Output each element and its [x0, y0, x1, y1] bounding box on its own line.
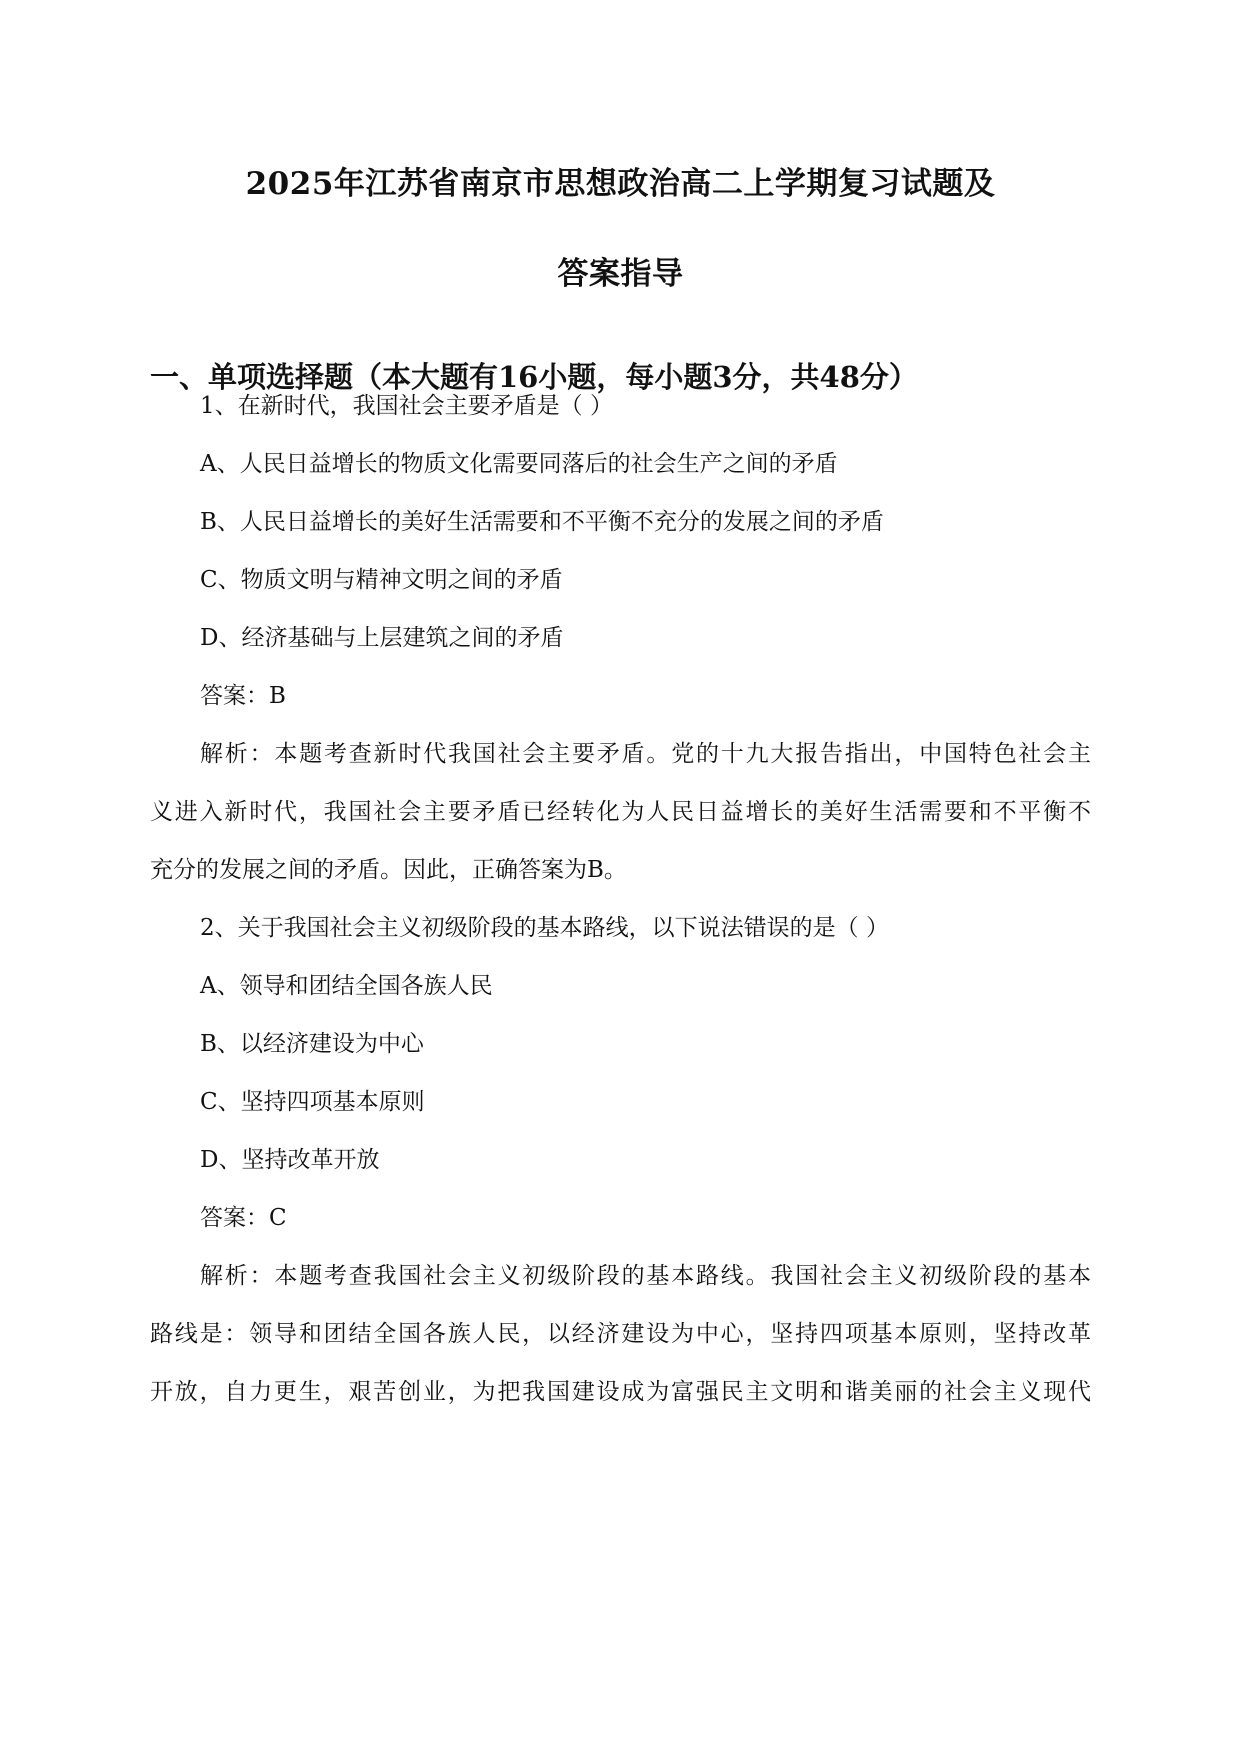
question-1-answer: 答案：B — [200, 683, 286, 709]
question-1-explanation-line-2: 义进入新时代，我国社会主要矛盾已经转化为人民日益增长的美好生活需要和不平衡不 — [150, 799, 1091, 825]
document-title-line-2: 答案指导 — [557, 256, 684, 292]
question-2-option-d: D、坚持改革开放 — [200, 1147, 380, 1173]
question-1-option-b: B、人民日益增长的美好生活需要和不平衡不充分的发展之间的矛盾 — [200, 509, 884, 535]
question-1-stem: 1、在新时代，我国社会主要矛盾是（ ） — [200, 393, 613, 419]
section-heading: 一、单项选择题（本大题有16小题，每小题3分，共48分） — [150, 360, 918, 394]
document-title-line-1: 2025年江苏省南京市思想政治高二上学期复习试题及 — [245, 166, 996, 202]
question-2-explanation-line-1: 解析：本题考查我国社会主义初级阶段的基本路线。我国社会主义初级阶段的基本 — [200, 1263, 1091, 1289]
question-1-option-d: D、经济基础与上层建筑之间的矛盾 — [200, 625, 564, 651]
question-2-explanation-line-3: 开放，自力更生，艰苦创业，为把我国建设成为富强民主文明和谐美丽的社会主义现代 — [150, 1379, 1091, 1405]
question-1-option-c: C、物质文明与精神文明之间的矛盾 — [200, 567, 563, 593]
question-2-option-a: A、领导和团结全国各族人民 — [200, 973, 493, 999]
question-2-option-b: B、以经济建设为中心 — [200, 1031, 424, 1057]
question-2-answer: 答案：C — [200, 1205, 287, 1231]
question-2-explanation-line-2: 路线是：领导和团结全国各族人民，以经济建设为中心，坚持四项基本原则，坚持改革 — [150, 1321, 1091, 1347]
question-2-stem: 2、关于我国社会主义初级阶段的基本路线，以下说法错误的是（ ） — [200, 915, 889, 941]
question-1-explanation-line-1: 解析：本题考查新时代我国社会主要矛盾。党的十九大报告指出，中国特色社会主 — [200, 741, 1091, 767]
question-1-option-a: A、人民日益增长的物质文化需要同落后的社会生产之间的矛盾 — [200, 451, 838, 477]
question-1-explanation-line-3: 充分的发展之间的矛盾。因此，正确答案为B。 — [150, 857, 627, 883]
question-2-option-c: C、坚持四项基本原则 — [200, 1089, 425, 1115]
